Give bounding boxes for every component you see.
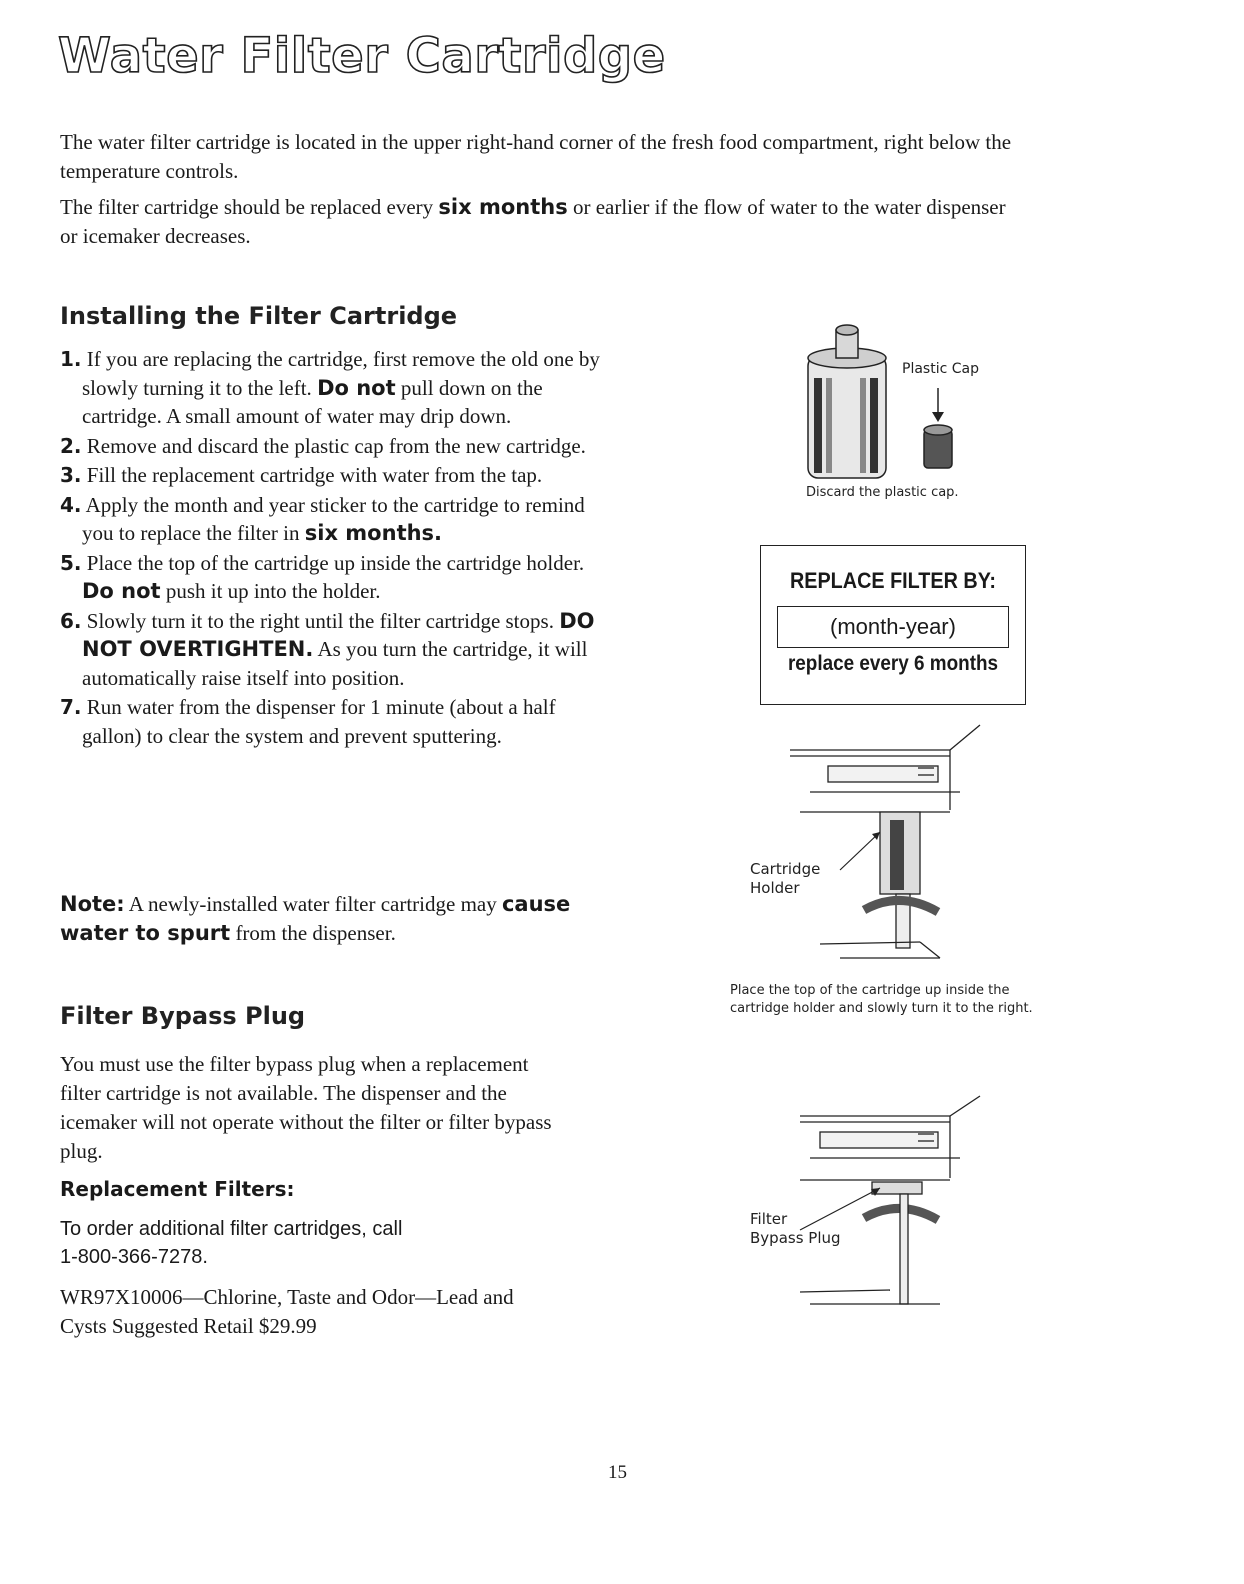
bypass-paragraph: You must use the filter bypass plug when a replacement filter cartridge is not available. The dispenser and the icemaker will not operate without the filter or filter bypass plug. [60, 1052, 552, 1163]
holder-caption: Place the top of the cartridge up inside the cartridge holder and slowly turn it to the right. [730, 983, 1033, 1016]
plastic-cap-icon [924, 425, 952, 468]
note-emphasis: cause water to spurt [60, 892, 571, 945]
replacement-heading: Replacement Filters: [60, 1177, 295, 1201]
step-6: 6. Slowly turn it to the right until the filter cartridge stops. DO NOT OVERTIGHTEN. As you turn the cartridge, it will automatically raise itself into position. [60, 608, 595, 690]
arrow-down-icon [932, 412, 944, 422]
installation-steps [60, 345, 600, 751]
step-2: 2. Remove and discard the plastic cap from the new cartridge. [60, 433, 586, 458]
step-4: 4. Apply the month and year sticker to the cartridge to remind you to replace the filter in six months. [60, 492, 585, 545]
order-text: To order additional filter cartridges, call [60, 1218, 403, 1240]
bypass-heading: Filter Bypass Plug [60, 1002, 306, 1030]
phone-number: 1-800-366-7278. [60, 1246, 208, 1268]
bypass-label: Filter Bypass Plug [750, 1210, 841, 1247]
step-7: 7. Run water from the dispenser for 1 minute (about a half gallon) to clear the system and prevent sputtering. [60, 695, 556, 748]
step-1: 1. If you are replacing the cartridge, first remove the old one by slowly turning it to the left. Do not pull down on the cartridge. A small amount of water may drip down. [60, 347, 600, 428]
part-info: WR97X10006—Chlorine, Taste and Odor—Lead and Cysts Suggested Retail $29.99 [60, 1285, 514, 1338]
cartridge-holder-illustration [780, 720, 1010, 980]
holder-label: Cartridge Holder [750, 860, 821, 897]
sticker-note: replace every 6 months [787, 652, 999, 675]
cartridge-illustration [800, 318, 1000, 498]
sticker-date-field: (month-year) [777, 606, 1009, 648]
note-paragraph: Note: A newly-installed water filter cartridge may cause water to spurt from the dispenser. [60, 892, 571, 945]
step-3: 3. Fill the replacement cartridge with water from the tap. [60, 463, 543, 487]
note-label: Note: [60, 892, 125, 916]
intro-paragraph-replace: The filter cartridge should be replaced every six months or earlier if the flow of water to the water dispenser or icemaker decreases. [60, 195, 1006, 248]
cartridge-icon [808, 325, 886, 478]
intro-paragraph-location: The water filter cartridge is located in the upper right-hand corner of the fresh food compartment, right below the temperature controls. [60, 130, 1012, 183]
plastic-cap-caption: Discard the plastic cap. [806, 485, 959, 500]
six-months-emphasis: six months [438, 195, 568, 219]
page-number: 15 [608, 1462, 627, 1483]
step-5: 5. Place the top of the cartridge up inside the cartridge holder. Do not push it up into the holder. [60, 550, 585, 603]
replace-filter-sticker [760, 545, 1026, 705]
holder-pointer-line [840, 832, 880, 870]
sticker-title: REPLACE FILTER BY: [789, 568, 997, 593]
plastic-cap-label: Plastic Cap [902, 361, 979, 377]
installing-heading: Installing the Filter Cartridge [60, 302, 458, 330]
page-title: Water Filter Cartridge [58, 28, 666, 84]
